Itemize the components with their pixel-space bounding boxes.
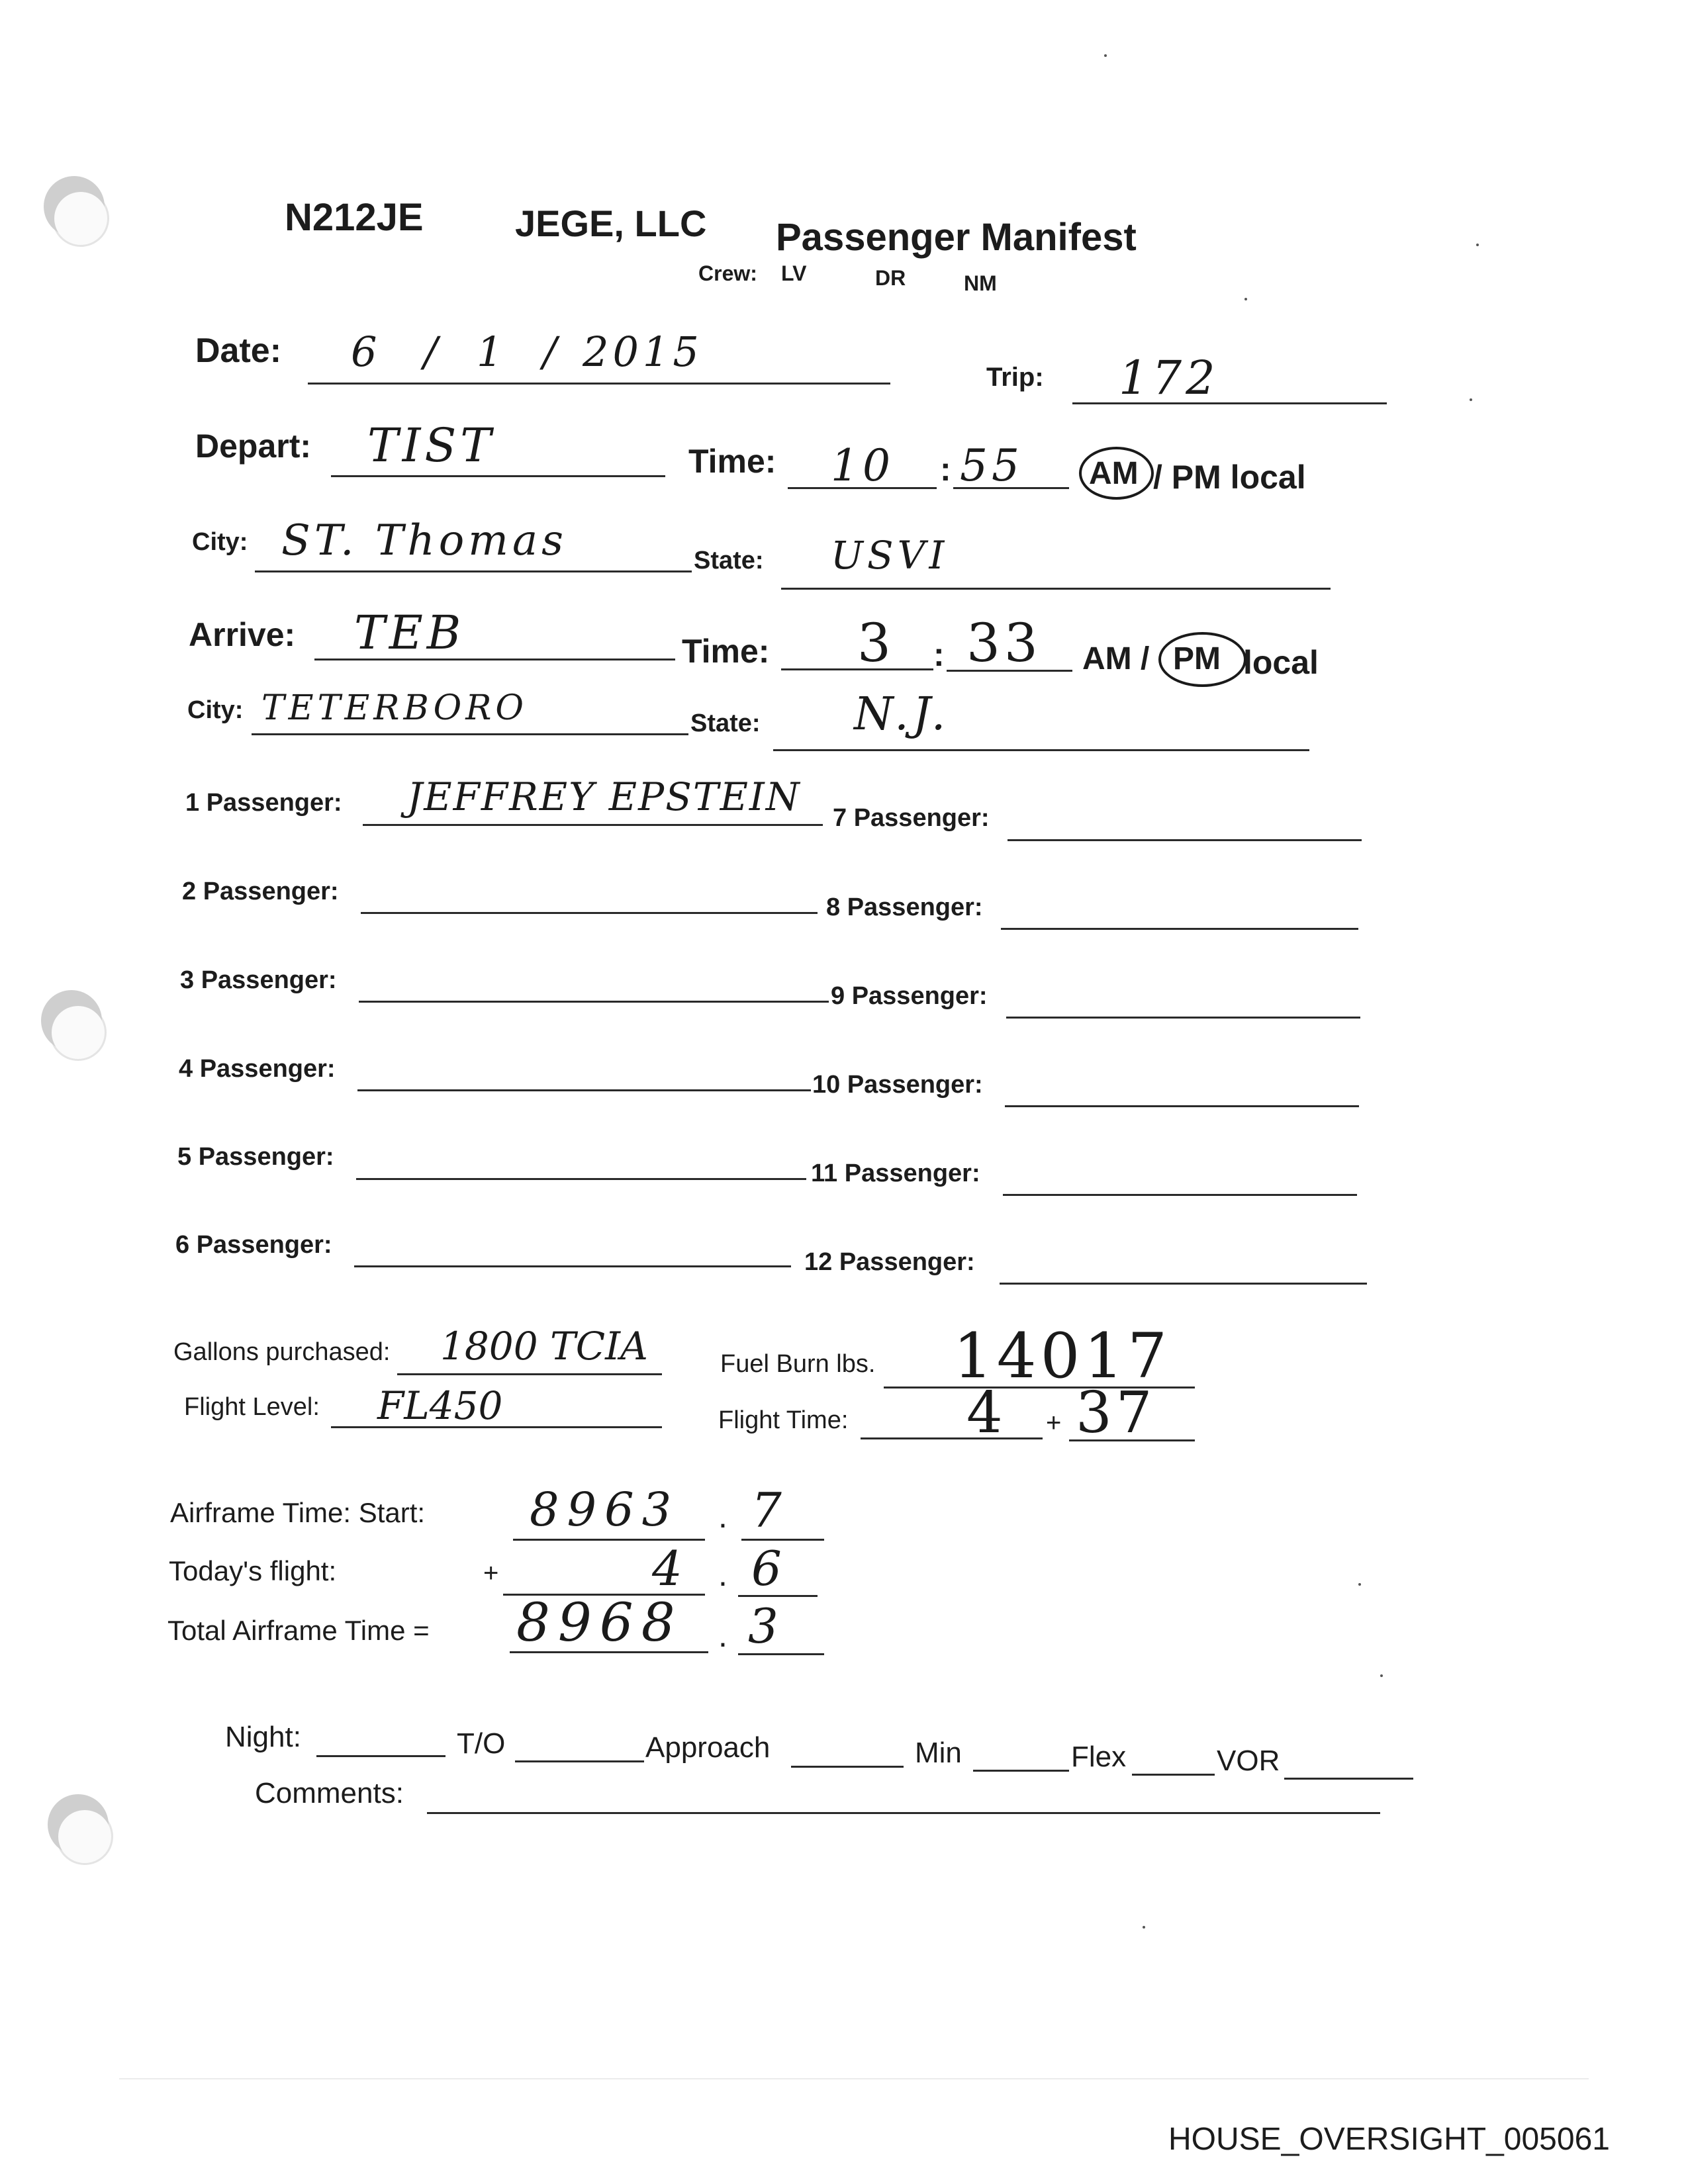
airframe-start-tenth: 7	[751, 1482, 786, 1538]
flight-level-value: FL450	[377, 1383, 503, 1428]
crew-member-3: NM	[964, 271, 997, 295]
arrive-hour: 3	[857, 612, 895, 674]
passenger-4-line	[357, 1089, 811, 1091]
total-airframe-tenth: 3	[748, 1598, 782, 1654]
arrive-time-colon: :	[933, 636, 945, 673]
depart-field-line	[331, 475, 665, 477]
passenger-4-label: 4 Passenger:	[179, 1055, 336, 1083]
passenger-1-label: 1 Passenger:	[185, 789, 342, 817]
today-flight-tenth: 6	[751, 1541, 786, 1596]
airframe-start-whole: 8963	[530, 1482, 680, 1537]
passenger-3-label: 3 Passenger:	[180, 966, 337, 994]
passenger-6-line	[354, 1265, 791, 1267]
passenger-6-label: 6 Passenger:	[175, 1231, 332, 1259]
date-label: Date:	[195, 332, 282, 370]
today-flight-label: Today's flight:	[169, 1555, 337, 1586]
scan-speck	[1358, 1583, 1361, 1586]
depart-am-label: AM	[1089, 456, 1139, 491]
crew-member-1: LV	[781, 261, 807, 285]
date-day: 1	[477, 328, 507, 376]
vor-line	[1284, 1778, 1413, 1780]
gallons-value: 1800 TCIA	[440, 1324, 648, 1369]
depart-state: USVI	[831, 533, 949, 578]
crew-label: Crew:	[698, 261, 757, 285]
fuel-burn-value: 14017	[953, 1320, 1172, 1392]
night-label: Night:	[225, 1721, 301, 1753]
scan-bottom-edge	[119, 2078, 1589, 2079]
passenger-12-line	[1000, 1283, 1367, 1285]
depart-city-line	[255, 570, 692, 572]
arrive-city-label: City:	[187, 696, 244, 724]
arrive-time-label: Time:	[682, 633, 770, 670]
depart-minute: 55	[960, 440, 1023, 491]
scan-speck	[1476, 244, 1479, 246]
passenger-11-label: 11 Passenger:	[811, 1160, 980, 1187]
total-airframe-label: Total Airframe Time =	[167, 1615, 430, 1646]
passenger-11-line	[1003, 1194, 1357, 1196]
fuel-burn-label: Fuel Burn lbs.	[720, 1350, 876, 1378]
arrive-state-label: State:	[690, 709, 761, 737]
gallons-line	[397, 1373, 662, 1375]
passenger-1-line	[363, 824, 823, 826]
today-flight-dot: .	[718, 1556, 727, 1593]
passenger-7-label: 7 Passenger:	[833, 804, 990, 832]
form-title: Passenger Manifest	[776, 216, 1137, 259]
passenger-5-line	[356, 1178, 806, 1180]
scan-speck	[1244, 298, 1247, 300]
date-separator-2: /	[543, 328, 561, 376]
date-separator-1: /	[424, 328, 442, 376]
depart-state-line	[781, 588, 1331, 590]
arrive-state: N.J.	[854, 688, 950, 741]
depart-airport: TIST	[367, 418, 495, 473]
approach-label: Approach	[645, 1731, 771, 1764]
min-line	[973, 1770, 1069, 1772]
flight-level-label: Flight Level:	[184, 1393, 320, 1421]
passenger-8-line	[1001, 928, 1358, 930]
flex-line	[1132, 1774, 1215, 1776]
date-month: 6	[351, 328, 381, 376]
depart-pm-label: / PM local	[1153, 459, 1306, 496]
flight-time-label: Flight Time:	[718, 1406, 849, 1434]
tail-number: N212JE	[285, 196, 424, 239]
arrive-city: TETERBORO	[261, 688, 528, 728]
total-airframe-whole: 8968	[516, 1592, 683, 1653]
scan-speck	[1470, 398, 1472, 401]
scan-speck	[1380, 1674, 1383, 1677]
approach-line	[791, 1766, 904, 1768]
comments-line	[427, 1812, 1380, 1814]
passenger-10-label: 10 Passenger:	[812, 1071, 983, 1099]
passenger-2-label: 2 Passenger:	[182, 878, 339, 905]
flight-time-minutes: 37	[1076, 1380, 1156, 1446]
passenger-1-name: JEFFREY EPSTEIN	[407, 774, 801, 819]
flex-label: Flex	[1071, 1741, 1127, 1773]
airframe-start-label: Airframe Time: Start:	[170, 1497, 426, 1528]
binder-hole-top	[54, 192, 107, 245]
depart-city: ST. Thomas	[281, 516, 567, 565]
date-field-line	[308, 383, 890, 385]
bates-number: HOUSE_OVERSIGHT_005061	[1168, 2122, 1610, 2157]
binder-hole-middle	[52, 1006, 105, 1059]
night-line	[316, 1755, 445, 1757]
arrive-state-line	[773, 749, 1309, 751]
depart-label: Depart:	[195, 428, 312, 465]
arrive-city-line	[252, 733, 688, 735]
arrive-local-label: local	[1243, 644, 1319, 681]
passenger-9-line	[1006, 1017, 1360, 1019]
flight-time-hours: 4	[966, 1380, 1007, 1446]
depart-hour: 10	[831, 440, 894, 491]
passenger-2-line	[361, 912, 818, 914]
passenger-9-label: 9 Passenger:	[831, 982, 988, 1010]
arrive-minute: 33	[966, 612, 1042, 674]
crew-member-2: DR	[875, 266, 906, 290]
scan-speck	[1104, 54, 1107, 57]
depart-time-label: Time:	[688, 443, 776, 480]
depart-time-colon: :	[940, 451, 951, 488]
arrive-am-label: AM /	[1082, 641, 1150, 676]
depart-city-label: City:	[192, 528, 248, 556]
arrive-airport: TEB	[354, 606, 465, 660]
trip-label: Trip:	[986, 363, 1044, 392]
vor-label: VOR	[1217, 1745, 1280, 1777]
total-airframe-dot: .	[718, 1617, 727, 1654]
passenger-10-line	[1005, 1105, 1359, 1107]
depart-state-label: State:	[694, 547, 764, 574]
arrive-pm-label: PM	[1173, 641, 1221, 676]
gallons-label: Gallons purchased:	[173, 1338, 391, 1366]
passenger-3-line	[359, 1001, 829, 1003]
date-year: 2015	[583, 328, 703, 376]
flight-time-hours-line	[861, 1437, 1043, 1439]
company-name: JEGE, LLC	[515, 203, 707, 244]
scan-speck	[1143, 1926, 1145, 1929]
comments-label: Comments:	[255, 1777, 404, 1809]
passenger-5-label: 5 Passenger:	[177, 1143, 334, 1171]
passenger-8-label: 8 Passenger:	[826, 893, 983, 921]
min-label: Min	[915, 1737, 962, 1769]
passenger-7-line	[1008, 839, 1362, 841]
passenger-12-label: 12 Passenger:	[804, 1248, 975, 1276]
trip-number: 172	[1119, 351, 1219, 405]
today-flight-whole: 4	[652, 1541, 686, 1596]
binder-hole-bottom	[58, 1810, 111, 1863]
takeoff-line	[515, 1760, 644, 1762]
airframe-start-dot: .	[718, 1498, 727, 1535]
today-flight-plus: +	[483, 1559, 499, 1588]
flight-time-plus: +	[1046, 1408, 1062, 1437]
arrive-label: Arrive:	[189, 616, 296, 653]
takeoff-label: T/O	[457, 1727, 506, 1760]
